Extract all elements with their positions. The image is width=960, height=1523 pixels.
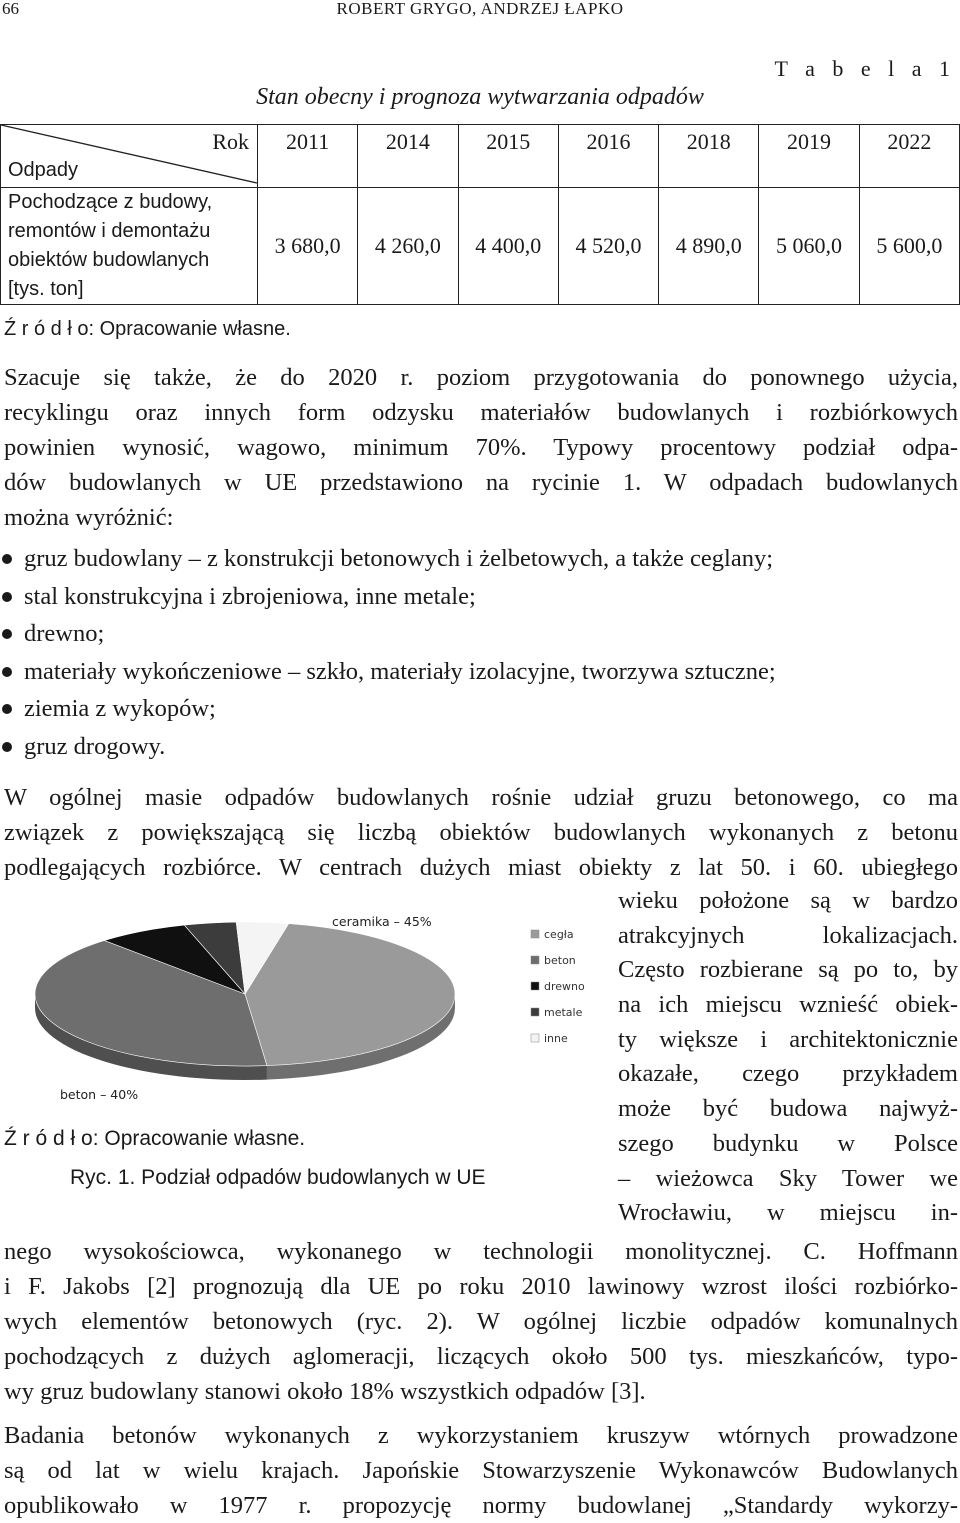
list-item-text: materiały wykończeniowe – szkło, materiały izolacyjne, tworzywa sztuczne; [24, 657, 776, 685]
legend-swatch-metale [531, 1008, 539, 1016]
corner-year-label: Rok [212, 129, 249, 154]
text-line: Badania betonów wykonanych z wykorzystaniem kruszyw wtórnych prowadzone [4, 1422, 958, 1449]
row-label-line: remontów i demontażu [8, 220, 211, 242]
text-line: są od lat w wielu krajach. Japońskie Stowarzyszenie Wykonawców Budowlanych [4, 1457, 958, 1484]
paragraph-2 [4, 780, 958, 885]
table-header-row [1, 125, 960, 188]
bullet-icon [2, 667, 12, 677]
text-line: związek z powiększającą się liczbą obiektów budowlanych wykonanych z betonu [4, 819, 958, 846]
corner-waste-label: Odpady [8, 159, 79, 181]
text-line: szego budynku w Polsce [618, 1129, 958, 1157]
value-cell: 4 520,0 [558, 188, 658, 305]
list-item-text: drewno; [24, 620, 105, 647]
value-cell: 5 060,0 [759, 188, 859, 305]
value-cell: 5 600,0 [859, 188, 959, 305]
running-header [0, 0, 960, 22]
pie-label-beton: beton – 40% [60, 1087, 139, 1102]
year-cell: 2019 [759, 125, 859, 188]
legend-label-metale: metale [544, 1006, 583, 1019]
row-label-cell [1, 188, 258, 305]
text-line: pochodzących z dużych aglomeracji, liczących około 500 tys. mieszkańców, typo- [4, 1343, 958, 1370]
text-line: atrakcyjnych lokalizacjach. [618, 921, 958, 949]
waste-types-list [0, 540, 776, 765]
table-data-row [1, 188, 960, 305]
text-line: – wieżowca Sky Tower we [618, 1164, 958, 1192]
row-label-line: Pochodzące z budowy, [8, 191, 213, 213]
figure-source-text: Opracowanie własne. [98, 1127, 306, 1150]
table-source-text: Opracowanie własne. [94, 318, 291, 340]
value-cell: 4 260,0 [358, 188, 458, 305]
legend-label-inne: inne [544, 1032, 568, 1045]
pie-chart [0, 902, 590, 1122]
paragraph-3 [4, 1418, 958, 1523]
text-line: Wrocławiu, w miejscu in- [618, 1199, 958, 1227]
figure-caption: Ryc. 1. Podział odpadów budowlanych w UE [70, 1166, 486, 1189]
list-item [0, 690, 776, 728]
text-line: Często rozbierane są po to, by [618, 956, 958, 984]
pie-label-ceramika: ceramika – 45% [332, 914, 432, 929]
legend-label-drewno: drewno [544, 980, 585, 993]
value-cell: 4 890,0 [659, 188, 759, 305]
table-corner-cell [1, 125, 258, 188]
bullet-icon [2, 554, 12, 564]
text-line: może być budowa najwyż- [618, 1095, 958, 1123]
side-text-column [618, 884, 958, 1231]
waste-table [0, 124, 960, 305]
text-line: i F. Jakobs [2] prognozują dla UE po roku 2010 lawinowy wzrost ilości rozbiórko- [4, 1273, 958, 1300]
bullet-icon [2, 629, 12, 639]
paragraph-2-continued [4, 1234, 958, 1409]
legend-swatch-beton [531, 956, 539, 964]
list-item-text: gruz drogowy. [24, 732, 166, 760]
list-item-text: stal konstrukcyjna i zbrojeniowa, inne metale; [24, 582, 476, 610]
year-cell: 2016 [558, 125, 658, 188]
page-number: 66 [2, 0, 19, 18]
list-item [0, 615, 776, 653]
list-item [0, 653, 776, 691]
year-cell: 2022 [859, 125, 959, 188]
text-line: recyklingu oraz innych form odzysku materiałów budowlanych i rozbiórkowych [4, 399, 958, 426]
table-source-prefix: Ź r ó d ł o: [4, 318, 95, 340]
paragraph-1 [4, 360, 958, 535]
year-cell: 2011 [258, 125, 358, 188]
year-cell: 2018 [659, 125, 759, 188]
legend-swatch-inne [531, 1034, 539, 1042]
text-line: ty większe i architektonicznie [618, 1025, 958, 1053]
list-item-text: gruz budowlany – z konstrukcji betonowych i żelbetowych, a także ceglany; [24, 545, 774, 572]
legend-label-cegła: cegła [544, 928, 574, 941]
value-cell: 4 400,0 [458, 188, 558, 305]
text-line: W ogólnej masie odpadów budowlanych rośnie udział gruzu betonowego, co ma [4, 784, 958, 811]
list-item [0, 728, 776, 766]
text-line: wych elementów betonowych (ryc. 2). W ogólnej liczbie odpadów komunalnych [4, 1308, 958, 1335]
legend-swatch-cegła [531, 930, 539, 938]
text-line: powinien wynosić, wagowo, minimum 70%. Typowy procentowy podział odpa- [4, 434, 958, 461]
figure-source [4, 1127, 305, 1151]
text-line: na ich miejscu wznieść obiek- [618, 991, 958, 1019]
text-line: Szacuje się także, że do 2020 r. poziom przygotowania do ponownego użycia, [4, 364, 958, 391]
table-label: T a b e l a 1 [774, 56, 956, 81]
pie-slices [35, 922, 455, 1066]
table-title: Stan obecny i prognoza wytwarzania odpadów [256, 84, 704, 110]
bullet-icon [2, 742, 12, 752]
list-item [0, 540, 776, 578]
text-line: wy gruz budowlany stanowi około 18% wszystkich odpadów [3]. [4, 1378, 646, 1405]
bullet-icon [2, 704, 12, 714]
value-cell: 3 680,0 [258, 188, 358, 305]
running-authors: ROBERT GRYGO, ANDRZEJ ŁAPKO [336, 0, 624, 18]
text-line: okazałe, czego przykładem [618, 1060, 958, 1088]
row-label-line: obiektów budowlanych [8, 249, 210, 271]
year-cell: 2014 [358, 125, 458, 188]
bullet-icon [2, 592, 12, 602]
table-source [4, 318, 291, 341]
text-line: wieku położone są w bardzo [618, 887, 958, 914]
year-cell: 2015 [458, 125, 558, 188]
list-item [0, 578, 776, 616]
text-line: opublikowało w 1977 r. propozycję normy budowlanej „Standardy wykorzy- [4, 1492, 958, 1519]
text-line: podlegających rozbiórce. W centrach dużych miast obiekty z lat 50. i 60. ubiegłego [4, 854, 958, 881]
legend-label-beton: beton [544, 954, 576, 967]
legend-swatch-drewno [531, 982, 539, 990]
text-line: można wyróżnić: [4, 504, 174, 531]
figure-source-prefix: Ź r ó d ł o: [4, 1127, 99, 1150]
list-item-text: ziemia z wykopów; [24, 695, 216, 722]
text-line: dów budowlanych w UE przedstawiono na rycinie 1. W odpadach budowlanych [4, 469, 958, 496]
text-line: nego wysokościowca, wykonanego w technologii monolitycznej. C. Hoffmann [4, 1238, 958, 1265]
row-label-line: [tys. ton] [8, 278, 84, 300]
